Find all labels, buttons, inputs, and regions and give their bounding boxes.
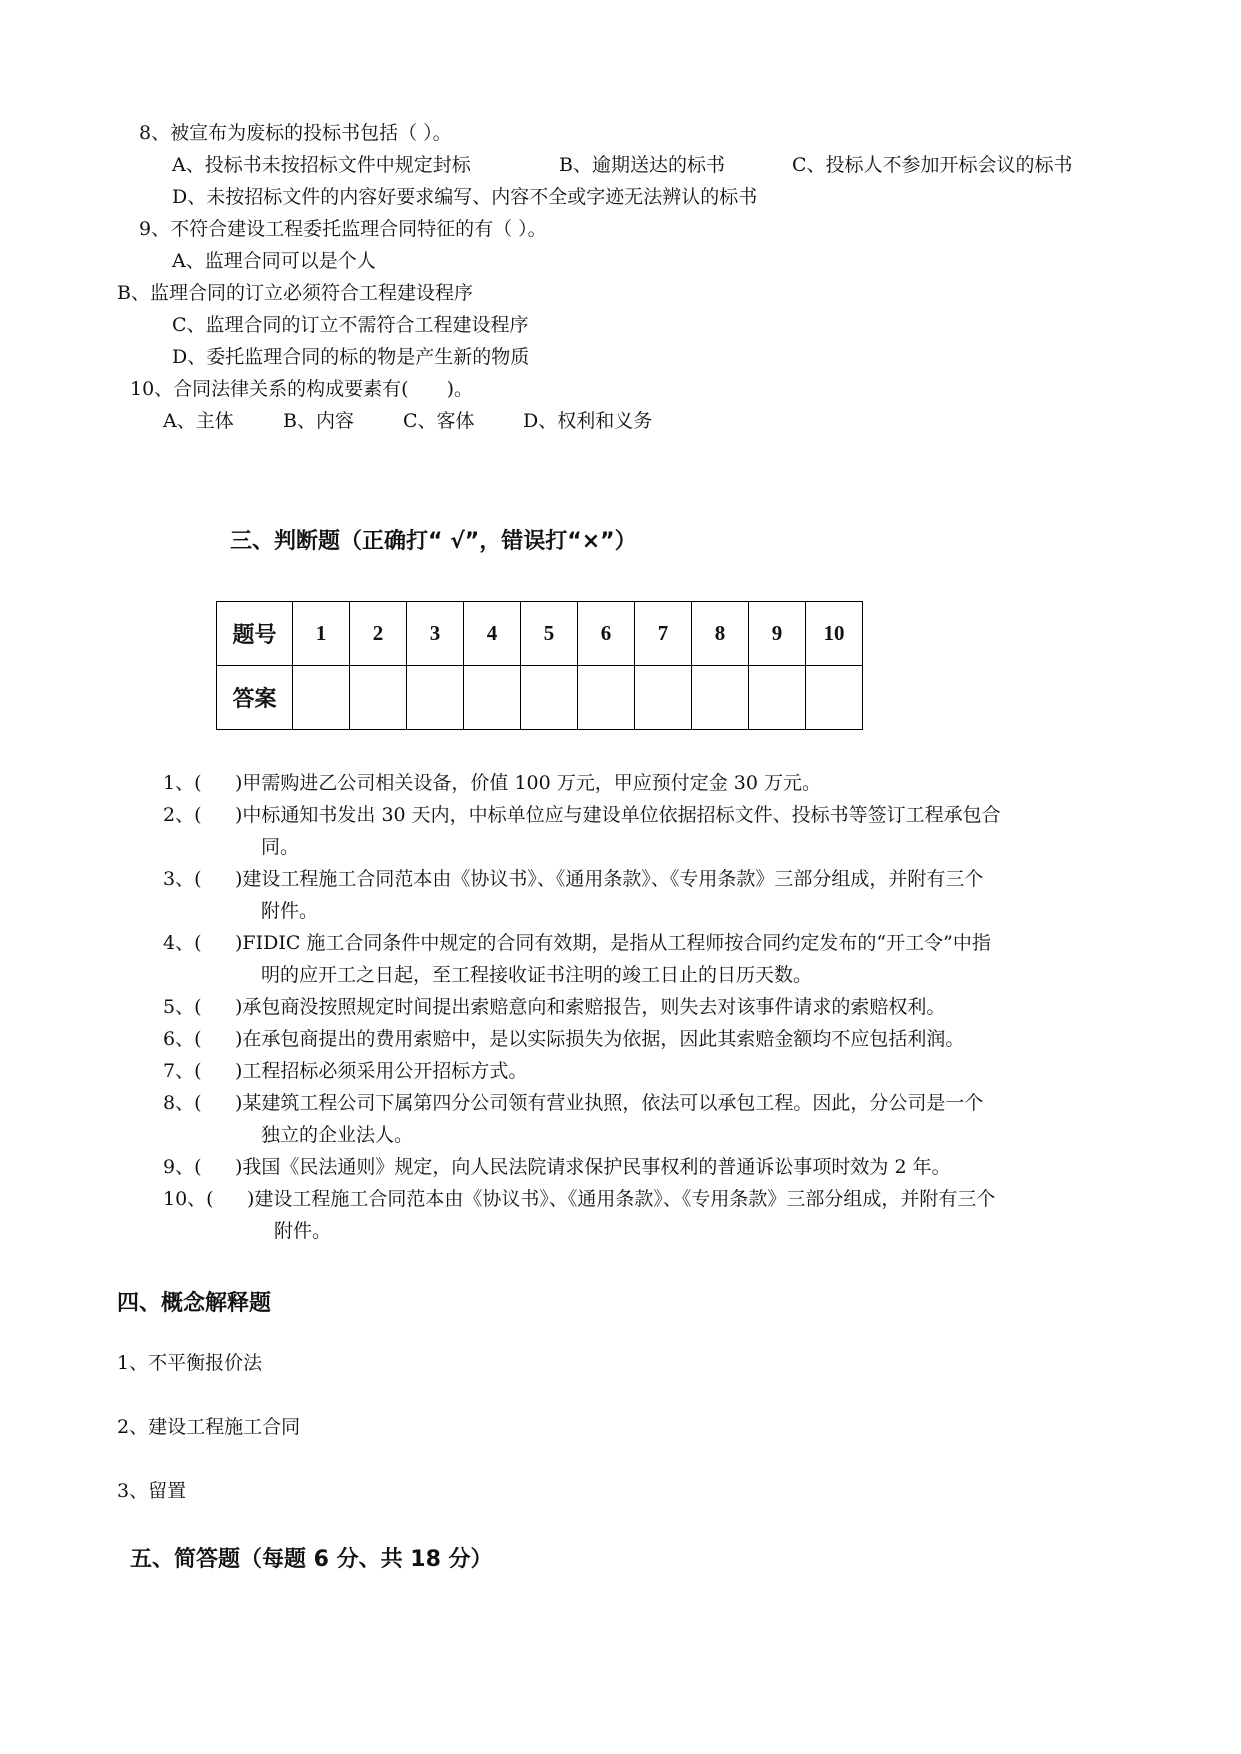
answer-table-number: 8	[692, 602, 749, 666]
q10-option-c: C、客体	[403, 410, 475, 432]
tf-item-8-cont: 独立的企业法人。	[261, 1124, 414, 1146]
answer-cell[interactable]	[350, 666, 407, 730]
q9-option-d: D、委托监理合同的标的物是产生新的物质	[172, 346, 530, 368]
section5-title: 五、简答题（每题 6 分、共 18 分）	[130, 1547, 493, 1572]
q9-stem: 9、不符合建设工程委托监理合同特征的有（ ）。	[139, 218, 547, 240]
concept-item-1: 1、不平衡报价法	[117, 1352, 263, 1374]
q8-options-row	[172, 152, 1073, 178]
answer-table-number: 5	[521, 602, 578, 666]
tf-item-text: )建设工程施工合同范本由《协议书》、《通用条款》、《专用条款》三部分组成，并附有三个	[247, 1188, 996, 1210]
answer-table-number: 9	[749, 602, 806, 666]
q10-option-a: A、主体	[163, 410, 234, 432]
q9-option-c: C、监理合同的订立不需符合工程建设程序	[172, 314, 529, 336]
tf-item-number: 2、(	[163, 804, 202, 826]
answer-cell[interactable]	[464, 666, 521, 730]
answer-table-number: 7	[635, 602, 692, 666]
tf-item-text: )甲需购进乙公司相关设备，价值 100 万元，甲应预付定金 30 万元。	[235, 772, 822, 794]
tf-item-text: )FIDIC 施工合同条件中规定的合同有效期，是指从工程师按合同约定发布的“开工令”中指	[235, 932, 991, 954]
tf-item-number: 3、(	[163, 868, 202, 890]
answer-table	[216, 601, 863, 730]
answer-cell[interactable]	[749, 666, 806, 730]
tf-item-number: 6、(	[163, 1028, 202, 1050]
tf-item-10	[163, 1186, 995, 1212]
tf-item-text: )承包商没按照规定时间提出索赔意向和索赔报告，则失去对该事件请求的索赔权利。	[235, 996, 946, 1018]
answer-cell[interactable]	[293, 666, 350, 730]
tf-item-text: )我国《民法通则》规定，向人民法院请求保护民事权利的普通诉讼事项时效为 2 年。	[235, 1156, 951, 1178]
section3-title: 三、判断题（正确打“ √”，错误打“×”）	[230, 529, 637, 554]
q10-option-b: B、内容	[283, 410, 354, 432]
answer-table-label-answer: 答案	[217, 666, 293, 730]
tf-item-number: 7、(	[163, 1060, 202, 1082]
q8-stem: 8、被宣布为废标的投标书包括（ ）。	[139, 122, 452, 144]
tf-item-1	[163, 770, 821, 796]
tf-item-10-cont: 附件。	[274, 1220, 332, 1242]
tf-item-8	[163, 1090, 983, 1116]
tf-item-3-cont: 附件。	[261, 900, 319, 922]
tf-item-3	[163, 866, 983, 892]
tf-item-number: 9、(	[163, 1156, 202, 1178]
q8-option-b: B、逾期送达的标书	[559, 154, 725, 176]
tf-item-2	[163, 802, 1001, 828]
tf-item-text: )工程招标必须采用公开招标方式。	[235, 1060, 528, 1082]
answer-table-header-row	[217, 602, 863, 666]
answer-table-number: 6	[578, 602, 635, 666]
tf-item-5	[163, 994, 945, 1020]
tf-item-number: 8、(	[163, 1092, 202, 1114]
answer-cell[interactable]	[578, 666, 635, 730]
answer-table-answer-row	[217, 666, 863, 730]
answer-cell[interactable]	[692, 666, 749, 730]
q8-option-a: A、投标书未按招标文件中规定封标	[172, 154, 471, 176]
tf-item-text: )某建筑工程公司下属第四分公司领有营业执照，依法可以承包工程。因此，分公司是一个	[235, 1092, 984, 1114]
q10-option-d: D、权利和义务	[523, 410, 653, 432]
q9-option-b: B、监理合同的订立必须符合工程建设程序	[117, 282, 473, 304]
concept-item-3: 3、留置	[117, 1480, 187, 1502]
answer-table-number: 2	[350, 602, 407, 666]
tf-item-text: )中标通知书发出 30 天内，中标单位应与建设单位依据招标文件、投标书等签订工程承包合	[235, 804, 1001, 826]
concept-item-2: 2、建设工程施工合同	[117, 1416, 301, 1438]
answer-table-label-number: 题号	[217, 602, 293, 666]
answer-cell[interactable]	[806, 666, 863, 730]
q10-options-row	[163, 408, 652, 434]
q10-stem: 10、合同法律关系的构成要素有( )。	[130, 378, 474, 400]
tf-item-7	[163, 1058, 527, 1084]
tf-item-number: 4、(	[163, 932, 202, 954]
tf-item-6	[163, 1026, 964, 1052]
tf-item-2-cont: 同。	[261, 836, 300, 858]
answer-table-number: 1	[293, 602, 350, 666]
answer-table-number: 3	[407, 602, 464, 666]
section4-title: 四、概念解释题	[117, 1291, 272, 1316]
answer-cell[interactable]	[521, 666, 578, 730]
tf-item-number: 5、(	[163, 996, 202, 1018]
tf-item-number: 10、(	[163, 1188, 214, 1210]
q8-option-d: D、未按招标文件的内容好要求编写、内容不全或字迹无法辨认的标书	[172, 186, 758, 208]
tf-item-4	[163, 930, 991, 956]
q9-option-a: A、监理合同可以是个人	[172, 250, 376, 272]
tf-item-9	[163, 1154, 951, 1180]
tf-item-number: 1、(	[163, 772, 202, 794]
answer-table-number: 10	[806, 602, 863, 666]
q8-option-c: C、投标人不参加开标会议的标书	[792, 154, 1073, 176]
tf-item-4-cont: 明的应开工之日起，至工程接收证书注明的竣工日止的日历天数。	[261, 964, 813, 986]
answer-cell[interactable]	[407, 666, 464, 730]
tf-item-text: )建设工程施工合同范本由《协议书》、《通用条款》、《专用条款》三部分组成，并附有三个	[235, 868, 984, 890]
tf-item-text: )在承包商提出的费用索赔中，是以实际损失为依据，因此其索赔金额均不应包括利润。	[235, 1028, 965, 1050]
answer-table-number: 4	[464, 602, 521, 666]
answer-cell[interactable]	[635, 666, 692, 730]
